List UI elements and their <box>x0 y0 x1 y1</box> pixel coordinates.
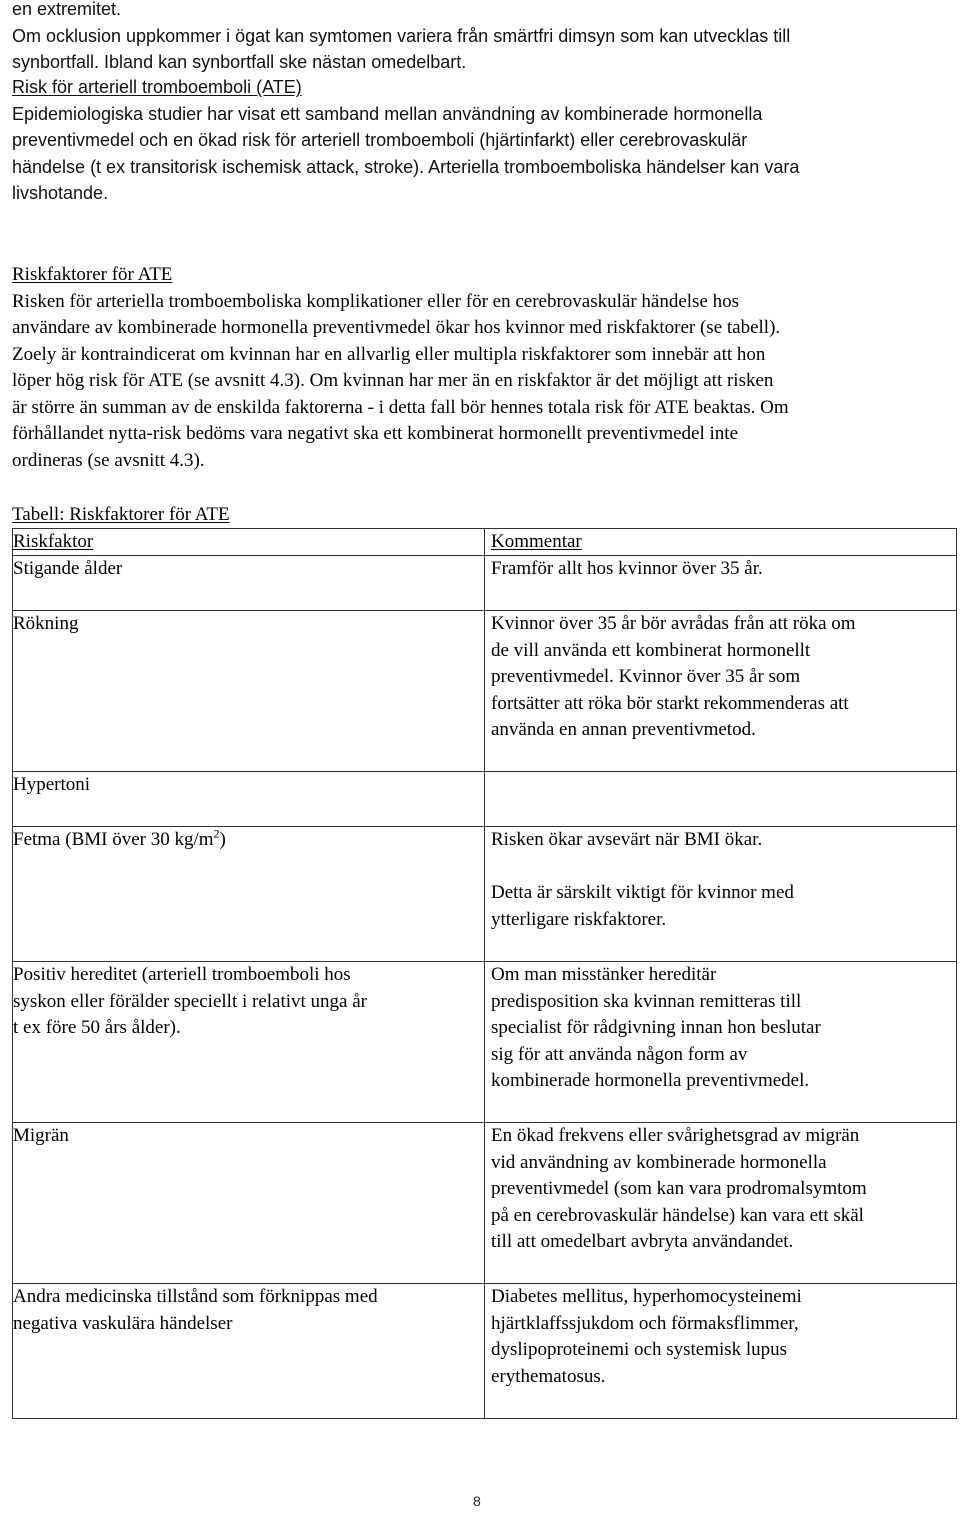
section-heading: Risk för arteriell tromboemboli (ATE) <box>12 77 302 97</box>
comment-text: Framför allt hos kvinnor över 35 år. <box>491 558 763 579</box>
comment-text: predisposition ska kvinnan remitteras till <box>491 990 802 1012</box>
text-line: ordineras (se avsnitt 4.3). <box>12 449 205 471</box>
comment-text <box>491 854 956 881</box>
text-line: händelse (t ex transitorisk ischemisk attack, stroke). Arteriella tromboemboliska händelser kan vara <box>12 156 800 177</box>
comment-text: erythematosus. <box>491 1365 606 1387</box>
table-row <box>13 827 957 962</box>
intro-paragraph <box>12 0 790 76</box>
table-row <box>13 1284 957 1419</box>
comment-text: de vill använda ett kombinerat hormonellt <box>491 639 811 661</box>
text-line: preventivmedel och en ökad risk för arteriell tromboemboli (hjärtinfarkt) eller cerebrovaskulär <box>12 130 748 150</box>
table-row <box>13 1123 957 1284</box>
text-line: Om ocklusion uppkommer i ögat kan symtomen variera från smärtfri dimsyn som kan utvecklas till <box>12 25 791 46</box>
text-line: är större än summan av de enskilda faktorerna - i detta fall bör hennes totala risk för ATE beaktas. Om <box>12 396 789 418</box>
comment-text: Risken ökar avsevärt när BMI ökar. <box>491 829 763 850</box>
text-line: förhållandet nytta-risk bedöms vara negativt ska ett kombinerat hormonellt preventivmedel inte <box>12 423 738 444</box>
text-line: en extremitet. <box>12 0 122 19</box>
table-row <box>13 962 957 1123</box>
comment-text: ytterligare riskfaktorer. <box>491 908 667 930</box>
risk-factor-text: syskon eller förälder speciellt i relativt unga år <box>13 990 368 1012</box>
text-line: löper hög risk för ATE (se avsnitt 4.3). Om kvinnan har mer än en riskfaktor är det möjligt att risken <box>12 370 774 391</box>
column-header-kommentar: Kommentar <box>491 531 582 552</box>
risk-factor-text: Positiv hereditet (arteriell tromboemboli hos <box>13 964 351 985</box>
comment-text: En ökad frekvens eller svårighetsgrad av migrän <box>491 1125 860 1146</box>
table-row <box>13 556 957 611</box>
comment-text: specialist för rådgivning innan hon beslutar <box>491 1017 821 1038</box>
comment-text: preventivmedel (som kan vara prodromalsymtom <box>491 1178 867 1199</box>
page-number: 8 <box>473 1493 481 1509</box>
text-line: Epidemiologiska studier har visat ett samband mellan användning av kombinerade hormonella <box>12 103 763 124</box>
risk-factor-text: Hypertoni <box>13 774 91 795</box>
comment-text: använda en annan preventivmetod. <box>491 719 756 740</box>
comment-text: kombinerade hormonella preventivmedel. <box>491 1070 810 1091</box>
text-line: användare av kombinerade hormonella preventivmedel ökar hos kvinnor med riskfaktorer (se tabell). <box>12 317 781 338</box>
risk-factor-text: negativa vaskulära händelser <box>13 1312 233 1334</box>
table-title: Tabell: Riskfaktorer för ATE <box>12 504 230 525</box>
comment-text: Detta är särskilt viktigt för kvinnor med <box>491 882 794 903</box>
comment-text: Kvinnor över 35 år bör avrådas från att röka om <box>491 613 856 634</box>
comment-text: dyslipoproteinemi och systemisk lupus <box>491 1339 788 1360</box>
risk-factor-text: Andra medicinska tillstånd som förknippas med <box>13 1286 378 1307</box>
text-line: synbortfall. Ibland kan synbortfall ske nästan omedelbart. <box>12 52 467 72</box>
comment-text: hjärtklaffssjukdom och förmaksflimmer, <box>491 1312 799 1334</box>
table-header-row <box>13 529 957 556</box>
ate-section <box>12 74 799 207</box>
table-row <box>13 772 957 827</box>
comment-text: preventivmedel. Kvinnor över 35 år som <box>491 666 801 687</box>
comment-text: Om man misstänker hereditär <box>491 964 717 985</box>
column-header-riskfaktor: Riskfaktor <box>13 531 94 552</box>
comment-text: på en cerebrovaskulär händelse) kan vara ett skäl <box>491 1204 864 1226</box>
text-line: livshotande. <box>12 183 109 203</box>
risk-factor-table <box>12 528 957 1419</box>
table-row <box>13 611 957 772</box>
text-line: Zoely är kontraindicerat om kvinnan har en allvarlig eller multipla riskfaktorer som innebär att hon <box>12 343 766 365</box>
comment-text: fortsätter att röka bör starkt rekommenderas att <box>491 692 849 714</box>
risk-factor-text: Stigande ålder <box>13 558 123 579</box>
risk-factor-text: t ex före 50 års ålder). <box>13 1017 181 1038</box>
comment-text: sig för att använda någon form av <box>491 1043 748 1065</box>
text-line: Risken för arteriella tromboemboliska komplikationer eller för en cerebrovaskulär händelse hos <box>12 290 740 312</box>
risk-factor-text: Migrän <box>13 1125 69 1146</box>
comment-text: Diabetes mellitus, hyperhomocysteinemi <box>491 1286 802 1307</box>
comment-text: vid användning av kombinerade hormonella <box>491 1151 827 1173</box>
risk-factor-text: Rökning <box>13 613 79 634</box>
riskfactors-section <box>12 262 789 474</box>
section-heading: Riskfaktorer för ATE <box>12 264 173 285</box>
risk-factor-text: Fetma (BMI över 30 $kg/m^2$) <box>13 826 226 850</box>
comment-text: till att omedelbart avbryta användandet. <box>491 1231 794 1252</box>
